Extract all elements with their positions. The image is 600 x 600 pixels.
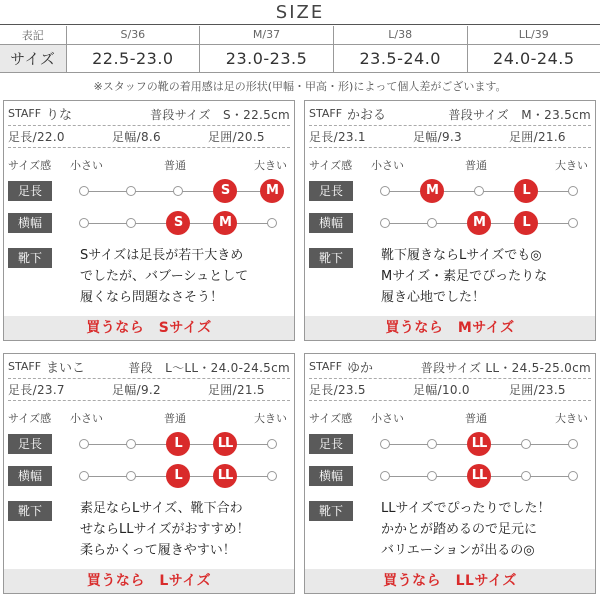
size-feel-label: サイズ感 (309, 159, 353, 172)
recommendation: 買うなら Sサイズ (4, 316, 294, 340)
scale-small-label: 小さい (70, 159, 103, 172)
staff-name: りな (46, 108, 73, 123)
scale-small-label: 小さい (371, 412, 404, 425)
scale-dot (126, 471, 136, 481)
staff-comment (381, 498, 593, 561)
comment-line: 履き心地でした！ (381, 290, 486, 305)
size-mark: LL (467, 432, 491, 456)
width-row-label: 横幅 (309, 213, 353, 233)
scale-dot (79, 471, 89, 481)
row-label: サイズ (0, 44, 66, 72)
comment-line: Mサイズ・素足でぴったりな (381, 269, 548, 284)
size-feel-label: サイズ感 (8, 412, 52, 425)
foot-girth: 足囲/21.6 (509, 130, 566, 144)
scale-dot (380, 439, 390, 449)
foot-measurements (8, 128, 290, 144)
length-row-label: 足長 (8, 434, 52, 454)
comment-line: せならLLサイズがおすすめ！ (80, 522, 250, 537)
size-mark: M (467, 211, 491, 235)
staff-tag: STAFF (8, 360, 42, 373)
scale-big-label: 大きい (555, 412, 588, 425)
socks-label: 靴下 (309, 248, 353, 268)
size-range: 24.0-24.5 (467, 44, 600, 72)
size-mark: L (514, 211, 538, 235)
staff-card (3, 353, 295, 594)
staff-name: まいこ (46, 361, 86, 376)
size-range: 23.0-23.5 (200, 44, 334, 72)
comment-line: 履くなら問題なさそう！ (80, 290, 224, 305)
usual-size: 普段サイズ LL・24.5-25.0cm (420, 361, 591, 375)
divider (8, 147, 290, 148)
size-mark: L (514, 179, 538, 203)
scale-dot (380, 218, 390, 228)
scale-dot (79, 186, 89, 196)
usual-size: 普段 L〜LL・24.0-24.5cm (128, 361, 290, 375)
comment-line: 素足ならLサイズ、靴下合わ (80, 501, 243, 516)
staff-comment (381, 245, 593, 308)
size-mark: LL (467, 464, 491, 488)
scale-dot (380, 471, 390, 481)
page-title: SIZE (275, 2, 325, 23)
scale-dot (427, 218, 437, 228)
size-column-label: L/38 (333, 26, 467, 44)
comment-line: かかとが踏めるので足元に (381, 522, 538, 537)
scale-big-label: 大きい (254, 159, 287, 172)
divider (8, 400, 290, 401)
size-column-label: S/36 (66, 26, 200, 44)
size-table-value-row (0, 44, 600, 72)
recommendation: 買うなら Lサイズ (4, 569, 294, 593)
size-table (0, 26, 600, 73)
scale-big-label: 大きい (254, 412, 287, 425)
size-mark: M (260, 179, 284, 203)
scale-dot (427, 439, 437, 449)
scale-dot (568, 218, 578, 228)
usual-size: 普段サイズ S・22.5cm (150, 108, 290, 122)
length-row-label: 足長 (8, 181, 52, 201)
divider (309, 378, 591, 379)
scale-dot (474, 186, 484, 196)
scale-dot (380, 186, 390, 196)
scale-dot (521, 471, 531, 481)
scale-dot (267, 439, 277, 449)
comment-line: バリエーションが出るの◎ (381, 543, 535, 558)
scale-dot (521, 439, 531, 449)
scale-big-label: 大きい (555, 159, 588, 172)
size-mark: L (166, 432, 190, 456)
scale-mid-label: 普通 (465, 412, 487, 425)
recommendation: 買うなら Mサイズ (305, 316, 595, 340)
scale-dot (79, 439, 89, 449)
size-mark: S (213, 179, 237, 203)
size-mark: M (213, 211, 237, 235)
size-mark: M (420, 179, 444, 203)
foot-measurements (309, 128, 591, 144)
width-row-label: 横幅 (8, 213, 52, 233)
comment-line: 柔らかくって履きやすい！ (80, 543, 236, 558)
scale-mid-label: 普通 (465, 159, 487, 172)
scale-dot (267, 218, 277, 228)
staff-header (8, 104, 290, 124)
foot-width: 足幅/9.2 (112, 383, 161, 397)
recommendation: 買うなら LLサイズ (305, 569, 595, 593)
foot-length: 足長/23.7 (8, 383, 65, 397)
size-range: 23.5-24.0 (333, 44, 467, 72)
socks-label: 靴下 (8, 248, 52, 268)
scale-dot (267, 471, 277, 481)
foot-girth: 足囲/20.5 (208, 130, 265, 144)
scale-small-label: 小さい (70, 412, 103, 425)
usual-size: 普段サイズ M・23.5cm (448, 108, 591, 122)
foot-width: 足幅/10.0 (413, 383, 470, 397)
foot-girth: 足囲/21.5 (208, 383, 265, 397)
scale-dot (427, 471, 437, 481)
staff-header (309, 357, 591, 377)
foot-measurements (8, 381, 290, 397)
staff-comment (80, 245, 292, 308)
foot-measurements (309, 381, 591, 397)
staff-header (8, 357, 290, 377)
staff-name: かおる (347, 108, 387, 123)
size-mark: LL (213, 464, 237, 488)
foot-width: 足幅/9.3 (413, 130, 462, 144)
scale-dot (173, 186, 183, 196)
divider (309, 125, 591, 126)
size-feel-label: サイズ感 (309, 412, 353, 425)
staff-tag: STAFF (8, 107, 42, 120)
width-row-label: 横幅 (8, 466, 52, 486)
title-underline (0, 24, 600, 25)
scale-small-label: 小さい (371, 159, 404, 172)
size-feel-label: サイズ感 (8, 159, 52, 172)
comment-line: 靴下履きならLサイズでも◎ (381, 248, 542, 263)
scale-dot (568, 186, 578, 196)
size-table-header-row (0, 26, 600, 44)
size-mark: L (166, 464, 190, 488)
staff-comment (80, 498, 292, 561)
staff-tag: STAFF (309, 360, 343, 373)
header-label: 表記 (0, 26, 66, 44)
divider (309, 400, 591, 401)
staff-card (304, 100, 596, 341)
fit-note: ※スタッフの靴の着用感は足の形状(甲幅・甲高・形)によって個人差がございます。 (93, 80, 507, 93)
socks-label: 靴下 (309, 501, 353, 521)
size-mark: LL (213, 432, 237, 456)
divider (8, 125, 290, 126)
width-row-label: 横幅 (309, 466, 353, 486)
length-row-label: 足長 (309, 181, 353, 201)
scale-mid-label: 普通 (164, 412, 186, 425)
size-mark: S (166, 211, 190, 235)
scale-dot (126, 186, 136, 196)
comment-line: LLサイズでぴったりでした！ (381, 501, 551, 516)
comment-line: Sサイズは足長が若干大きめ (80, 248, 244, 263)
foot-girth: 足囲/23.5 (509, 383, 566, 397)
comment-line: でしたが、バブーシュとして (80, 269, 249, 284)
socks-label: 靴下 (8, 501, 52, 521)
scale-dot (126, 439, 136, 449)
foot-length: 足長/23.1 (309, 130, 366, 144)
scale-dot (126, 218, 136, 228)
divider (309, 147, 591, 148)
size-range: 22.5-23.0 (66, 44, 200, 72)
size-column-label: LL/39 (467, 26, 600, 44)
staff-card (304, 353, 596, 594)
staff-tag: STAFF (309, 107, 343, 120)
scale-dot (568, 439, 578, 449)
scale-mid-label: 普通 (164, 159, 186, 172)
foot-length: 足長/22.0 (8, 130, 65, 144)
scale-dot (568, 471, 578, 481)
staff-card (3, 100, 295, 341)
size-column-label: M/37 (200, 26, 334, 44)
staff-name: ゆか (347, 361, 374, 376)
scale-dot (79, 218, 89, 228)
length-row-label: 足長 (309, 434, 353, 454)
foot-width: 足幅/8.6 (112, 130, 161, 144)
divider (8, 378, 290, 379)
staff-header (309, 104, 591, 124)
foot-length: 足長/23.5 (309, 383, 366, 397)
